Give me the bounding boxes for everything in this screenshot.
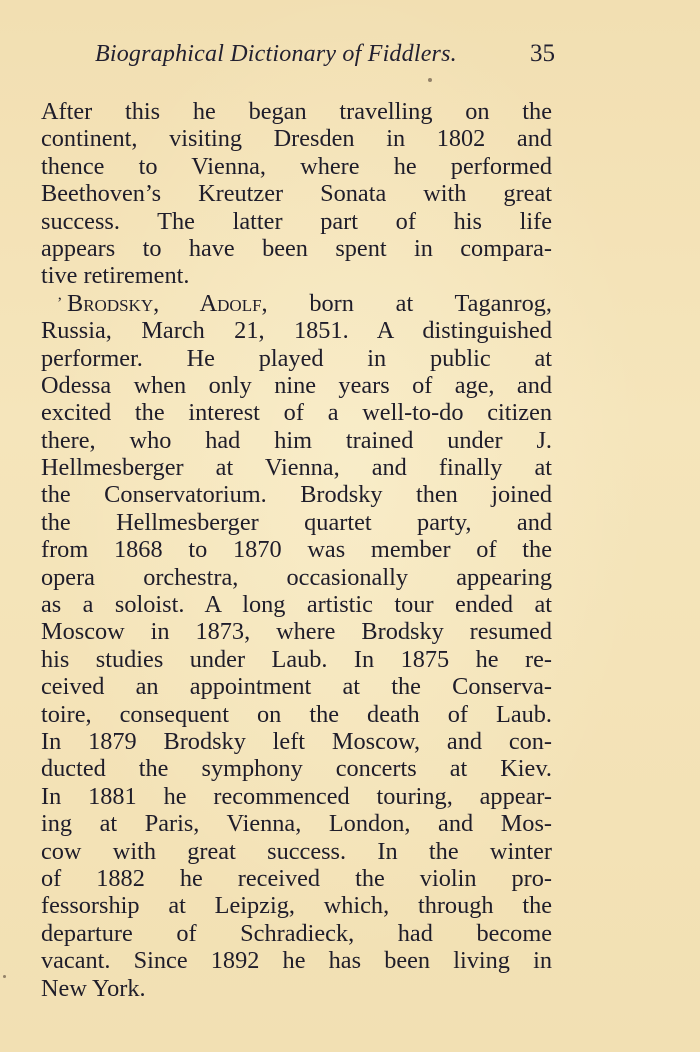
- text-line: the Hellmesberger quartet party, and: [41, 508, 552, 536]
- text-line: his studies under Laub. In 1875 he re-: [41, 645, 552, 673]
- running-header: [95, 40, 555, 76]
- text-line: appears to have been spent in compara-: [41, 234, 552, 262]
- text-line: Moscow in 1873, where Brodsky resumed: [41, 618, 552, 646]
- ink-speck: [428, 78, 432, 82]
- entry-mark: ’: [57, 294, 63, 312]
- text-line: fessorship at Leipzig, which, through the: [41, 892, 552, 920]
- text-line: In 1879 Brodsky left Moscow, and con-: [41, 727, 552, 755]
- text-line: cow with great success. In the winter: [41, 837, 552, 865]
- text-line: as a soloist. A long artistic tour ended at: [41, 591, 552, 619]
- text-line: In 1881 he recommenced touring, appear-: [41, 782, 552, 810]
- text-line: toire, consequent on the death of Laub.: [41, 700, 552, 728]
- entry-heading-line: [41, 290, 552, 317]
- text-line: opera orchestra, occasionally appearing: [41, 563, 552, 591]
- text-line: success. The latter part of his life: [41, 207, 552, 235]
- text-line: vacant. Since 1892 he has been living in: [41, 947, 552, 975]
- text-line: ing at Paris, Vienna, London, and Mos-: [41, 810, 552, 838]
- text-line: of 1882 he received the violin pro-: [41, 864, 552, 892]
- text-line: After this he began travelling on the: [41, 98, 552, 125]
- ink-speck: [3, 975, 6, 978]
- body-text: [41, 98, 552, 1002]
- text-line: ducted the symphony concerts at Kiev.: [41, 755, 552, 783]
- text-line: New York.: [41, 974, 146, 1002]
- text-line: the Conservatorium. Brodsky then joined: [41, 481, 552, 509]
- text-line: Russia, March 21, 1851. A distinguished: [41, 317, 552, 345]
- page-number: 35: [530, 40, 555, 67]
- text-line: continent, visiting Dresden in 1802 and: [41, 125, 552, 153]
- entry-rest: born at Taganrog,: [267, 289, 553, 317]
- text-line: there, who had him trained under J.: [41, 426, 552, 454]
- text-line: thence to Vienna, where he performed: [41, 152, 552, 180]
- text-line: ceived an appointment at the Conserva-: [41, 673, 552, 701]
- text-line: Hellmesberger at Vienna, and finally at: [41, 454, 552, 482]
- text-line: Odessa when only nine years of age, and: [41, 371, 552, 399]
- text-line: departure of Schradieck, had become: [41, 919, 552, 947]
- text-line: from 1868 to 1870 was member of the: [41, 536, 552, 564]
- running-title: Biographical Dictionary of Fiddlers.: [95, 41, 457, 67]
- text-line: excited the interest of a well-to-do citizen: [41, 399, 552, 427]
- text-line: tive retirement.: [41, 262, 190, 290]
- text-line: Beethoven’s Kreutzer Sonata with great: [41, 180, 552, 208]
- entry-name: Brodsky, Adolf,: [67, 289, 268, 317]
- text-line: performer. He played in public at: [41, 344, 552, 372]
